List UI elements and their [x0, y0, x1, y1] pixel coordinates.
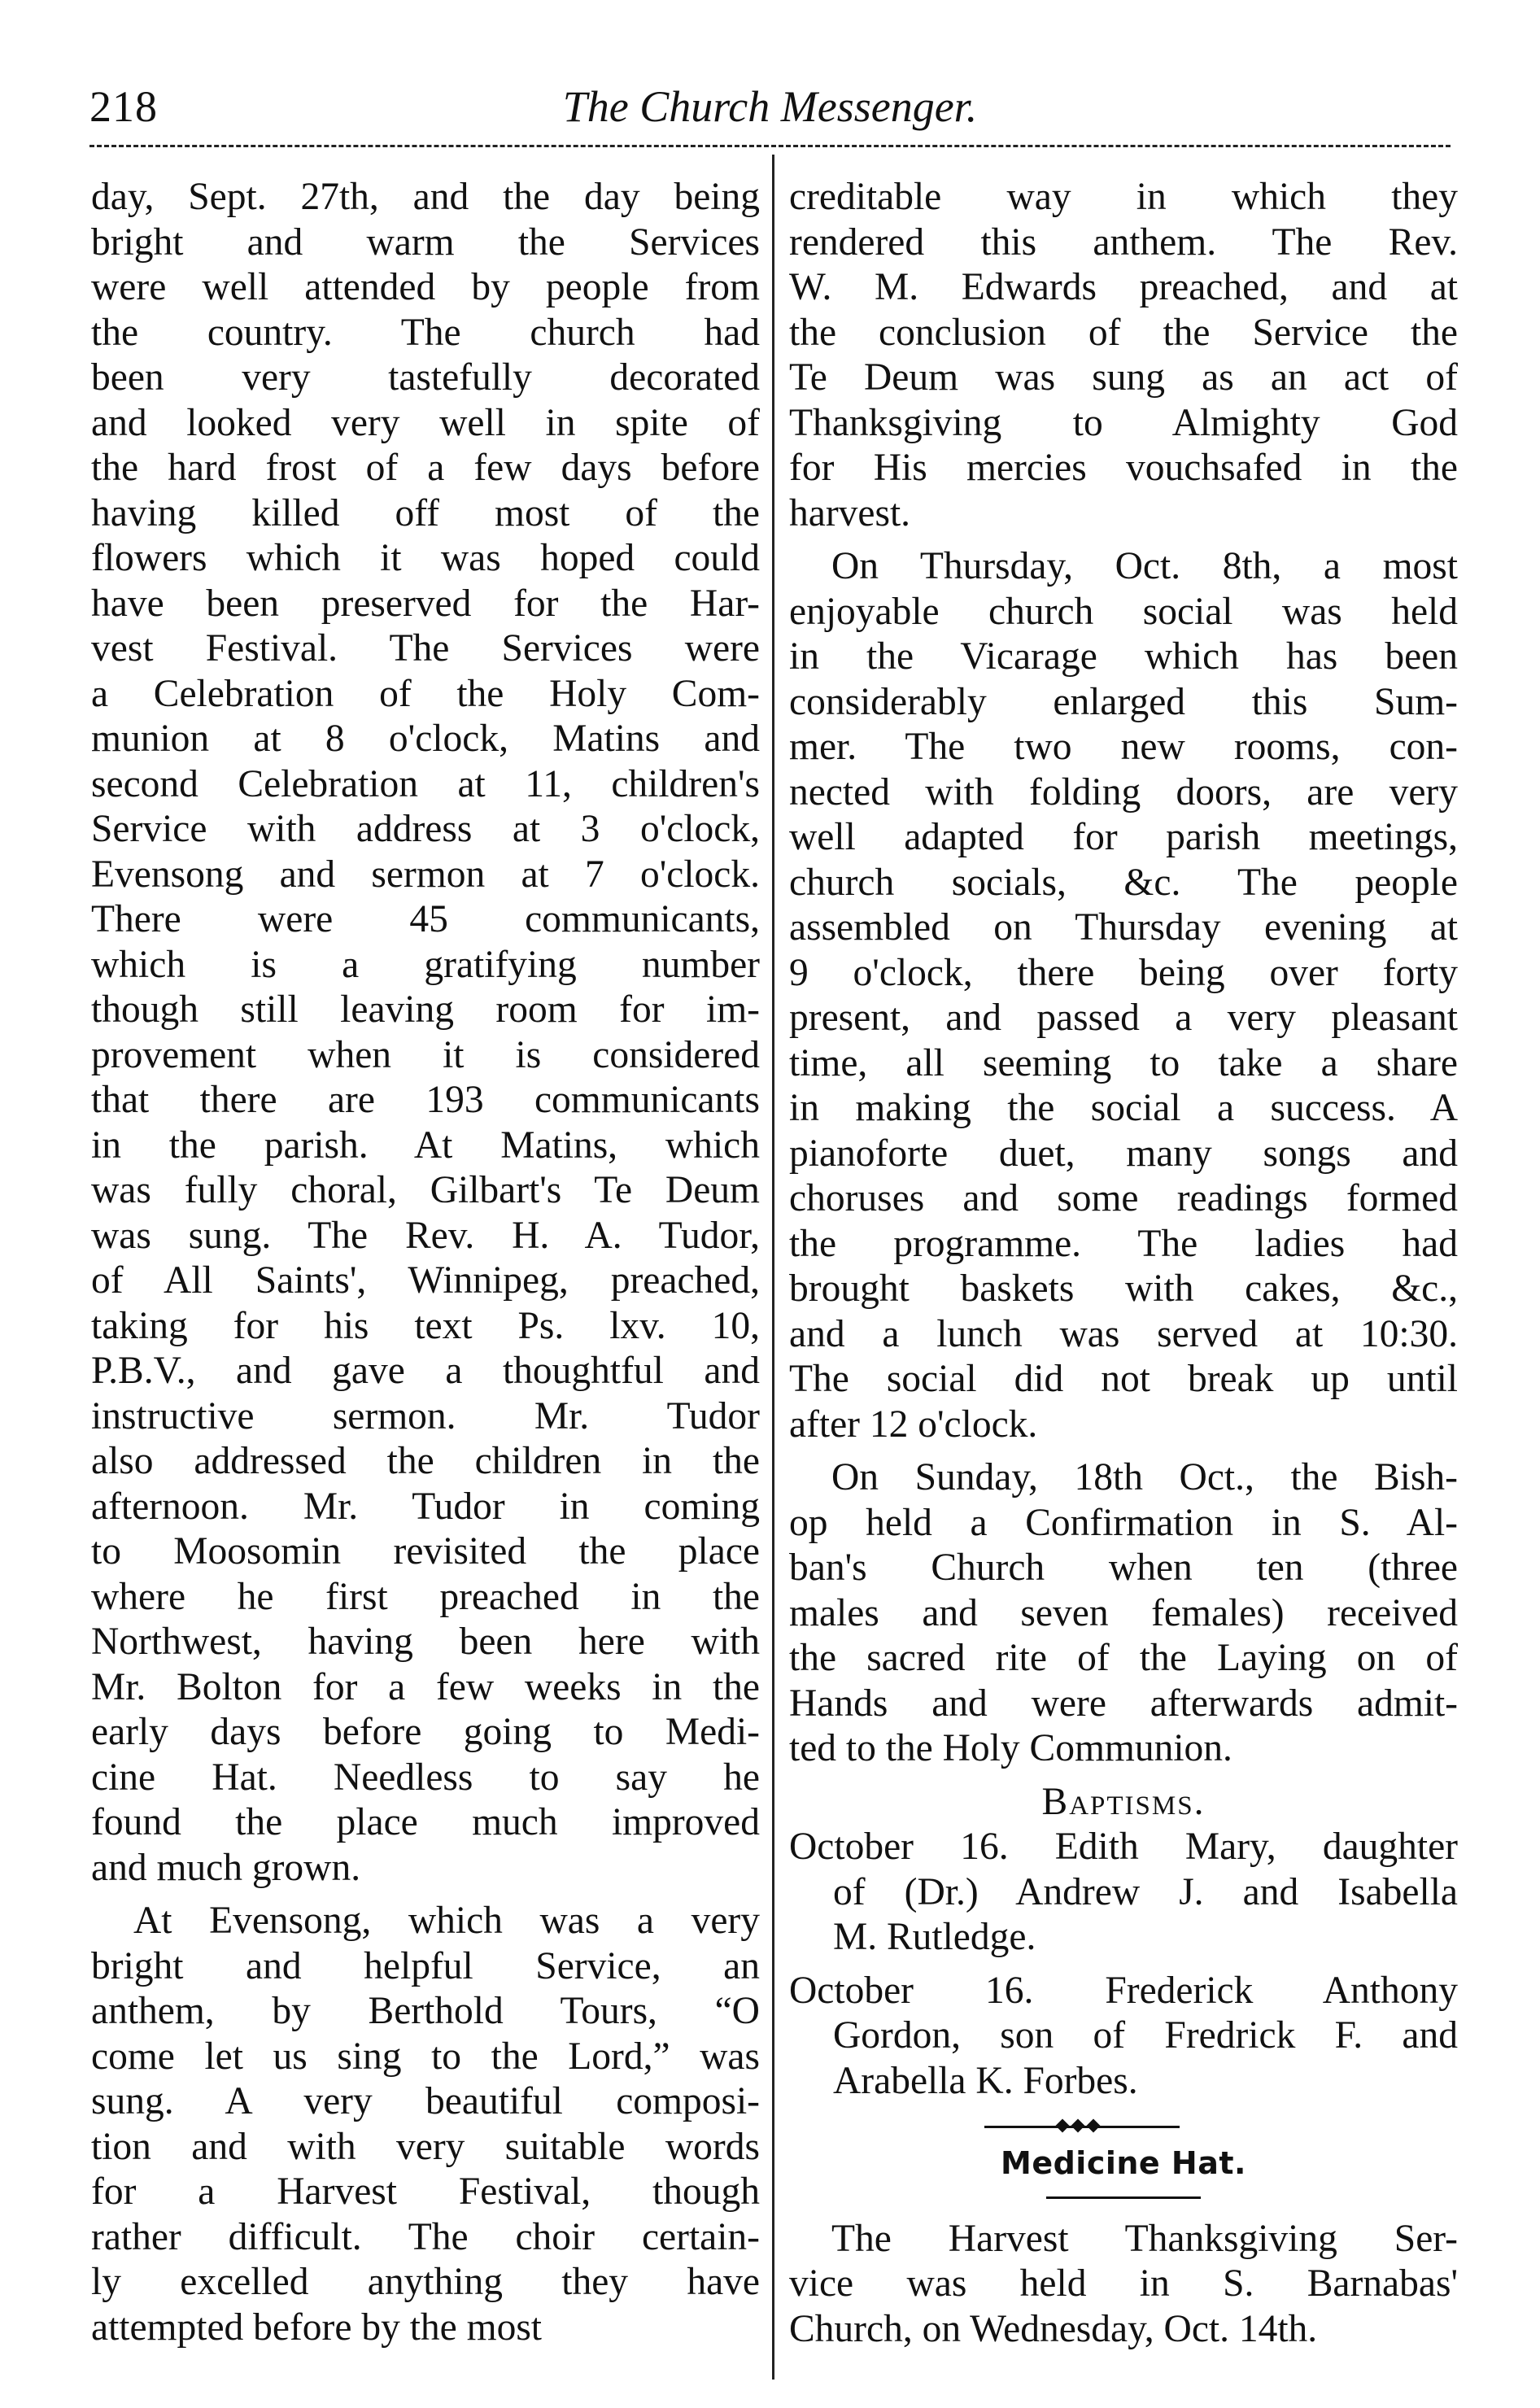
section-heading-medicine-hat: Medicine Hat. [1001, 2145, 1246, 2181]
text-line: the sacred rite of the Laying on of [789, 1637, 1458, 1679]
baptisms-heading: Baptisms. [1041, 1780, 1206, 1823]
text-line: the programme. The ladies had [789, 1222, 1458, 1265]
text-line: rather difficult. The choir certain- [91, 2215, 760, 2258]
text-line: early days before going to Medi- [91, 1711, 760, 1753]
text-line: afternoon. Mr. Tudor in coming [91, 1485, 760, 1528]
text-line: enjoyable church social was held [789, 590, 1458, 633]
text-line: 9 o'clock, there being over forty [789, 951, 1458, 994]
text-line: Hands and were afterwards admit- [789, 1682, 1458, 1725]
text-line: and a lunch was served at 10:30. [789, 1312, 1458, 1355]
text-line: flowers which it was hoped could [91, 537, 760, 579]
text-line: having killed off most of the [91, 491, 760, 534]
text-line: second Celebration at 11, children's [91, 762, 760, 805]
text-line: of All Saints', Winnipeg, preached, [91, 1259, 760, 1302]
text-line: instructive sermon. Mr. Tudor [91, 1394, 760, 1437]
text-line: Mr. Bolton for a few weeks in the [91, 1665, 760, 1708]
left-column [91, 175, 760, 2350]
text-line: taking for his text Ps. lxv. 10, [91, 1304, 760, 1347]
text-line: that there are 193 communicants [91, 1079, 760, 1121]
text-line: a Celebration of the Holy Com- [91, 672, 760, 715]
text-line: mer. The two new rooms, con- [789, 726, 1458, 768]
text-line: were well attended by people from [91, 266, 760, 308]
text-line: in the Vicarage which has been [789, 635, 1458, 678]
text-line: for a Harvest Festival, though [91, 2170, 760, 2213]
text-line: Arabella K. Forbes. [833, 2059, 1138, 2102]
text-line: of (Dr.) Andrew J. and Isabella [833, 1870, 1458, 1913]
text-line: in the parish. At Matins, which [91, 1123, 760, 1167]
text-line: M. Rutledge. [833, 1916, 1036, 1958]
text-line: munion at 8 o'clock, Matins and [91, 718, 760, 760]
text-line: op held a Confirmation in S. Al- [789, 1501, 1458, 1544]
section-divider-ornament [789, 2112, 1458, 2141]
text-line: come let us sing to the Lord,” was [91, 2035, 760, 2078]
text-line: harvest. [789, 491, 911, 534]
text-line: to Moosomin revisited the place [91, 1530, 760, 1573]
text-line: was fully choral, Gilbart's Te Deum [91, 1169, 760, 1211]
baptism-entry [789, 1825, 1458, 1969]
baptism-entry [789, 1969, 1458, 2113]
text-line: vice was held in S. Barnabas' [789, 2262, 1458, 2305]
paragraph-anthem-conclusion [789, 175, 1458, 544]
paragraph-medicine-hat-harvest [789, 2217, 1458, 2353]
paragraph-harvest-festival [91, 175, 760, 1899]
text-line: have been preserved for the Har- [91, 582, 760, 625]
paragraph-church-social [789, 544, 1458, 1455]
text-line: considerably enlarged this Sum- [789, 680, 1458, 723]
text-line: sung. A very beautiful composi- [91, 2080, 760, 2122]
text-line: nected with folding doors, are very [789, 770, 1458, 814]
text-line: anthem, by Berthold Tours, “O [91, 1990, 760, 2032]
text-line: Thanksgiving to Almighty God [789, 401, 1458, 444]
text-line: Te Deum was sung as an act of [789, 356, 1458, 399]
text-line: creditable way in which they [789, 176, 1458, 218]
text-line: time, all seeming to take a share [789, 1041, 1458, 1084]
text-line: and looked very well in spite of [91, 401, 760, 444]
text-line: church socials, &c. The people [789, 861, 1458, 904]
text-line: males and seven females) received [789, 1591, 1458, 1634]
text-line: cine Hat. Needless to say he [91, 1756, 760, 1799]
text-line: assembled on Thursday evening at [789, 906, 1458, 949]
text-line: was sung. The Rev. H. A. Tudor, [91, 1214, 760, 1257]
text-line: On Sunday, 18th Oct., the Bish- [831, 1456, 1458, 1498]
text-line: ban's Church when ten (three [789, 1546, 1458, 1589]
text-line: P.B.V., and gave a thoughtful and [91, 1350, 760, 1392]
text-line: attempted before by the most [91, 2305, 542, 2349]
text-line: Evensong and sermon at 7 o'clock. [91, 853, 760, 896]
text-line: present, and passed a very pleasant [789, 997, 1458, 1039]
text-line: though still leaving room for im- [91, 988, 760, 1031]
text-line: Northwest, having been here with [91, 1621, 760, 1663]
text-line: bright and warm the Services [91, 220, 760, 264]
header-rule [89, 145, 1451, 147]
paragraph-confirmation [789, 1455, 1458, 1780]
text-line: Gordon, son of Fredrick F. and [833, 2014, 1458, 2057]
text-line: choruses and some readings formed [789, 1177, 1458, 1219]
paragraph-evensong [91, 1899, 760, 2350]
text-line: There were 45 communicants, [91, 898, 760, 940]
text-line: The Harvest Thanksgiving Ser- [831, 2217, 1458, 2260]
text-line: after 12 o'clock. [789, 1402, 1038, 1446]
text-line: October 16. Frederick Anthony [789, 1969, 1458, 2012]
text-line: which is a gratifying number [91, 943, 760, 986]
text-line: provement when it is considered [91, 1033, 760, 1076]
text-line: October 16. Edith Mary, daughter [789, 1826, 1458, 1868]
text-line: vest Festival. The Services were [91, 627, 760, 670]
text-line: been very tastefully decorated [91, 356, 760, 399]
text-line: At Evensong, which was a very [133, 1900, 760, 1942]
text-line: Service with address at 3 o'clock, [91, 808, 760, 850]
text-line: in making the social a success. A [789, 1087, 1458, 1129]
text-line: the country. The church had [91, 311, 760, 354]
text-line: tion and with very suitable words [91, 2125, 760, 2168]
text-line: day, Sept. 27th, and the day being [91, 176, 760, 218]
page-number: 218 [89, 82, 158, 131]
section-heading-rule [1046, 2196, 1201, 2199]
text-line: W. M. Edwards preached, and at [789, 266, 1458, 308]
text-line: The social did not break up until [789, 1358, 1458, 1400]
text-line: and much grown. [91, 1846, 361, 1889]
text-line: also addressed the children in the [91, 1440, 760, 1482]
text-line: Church, on Wednesday, Oct. 14th. [789, 2307, 1318, 2350]
right-column [789, 175, 1458, 2352]
text-line: well adapted for parish meetings, [789, 816, 1458, 858]
text-line: rendered this anthem. The Rev. [789, 220, 1458, 264]
column-divider [772, 155, 774, 2380]
text-line: ted to the Holy Communion. [789, 1727, 1232, 1769]
text-line: ly excelled anything they have [91, 2261, 760, 2303]
text-line: On Thursday, Oct. 8th, a most [831, 545, 1458, 587]
text-line: brought baskets with cakes, &c., [789, 1267, 1458, 1310]
text-line: where he first preached in the [91, 1575, 760, 1618]
text-line: the hard frost of a few days before [91, 447, 760, 489]
text-line: pianoforte duet, many songs and [789, 1132, 1458, 1175]
text-line: for His mercies vouchsafed in the [789, 447, 1458, 489]
text-line: the conclusion of the Service the [789, 311, 1458, 354]
text-line: found the place much improved [91, 1801, 760, 1843]
text-line: bright and helpful Service, an [91, 1944, 760, 1987]
running-title: The Church Messenger. [562, 82, 978, 131]
page-header [89, 81, 1451, 138]
